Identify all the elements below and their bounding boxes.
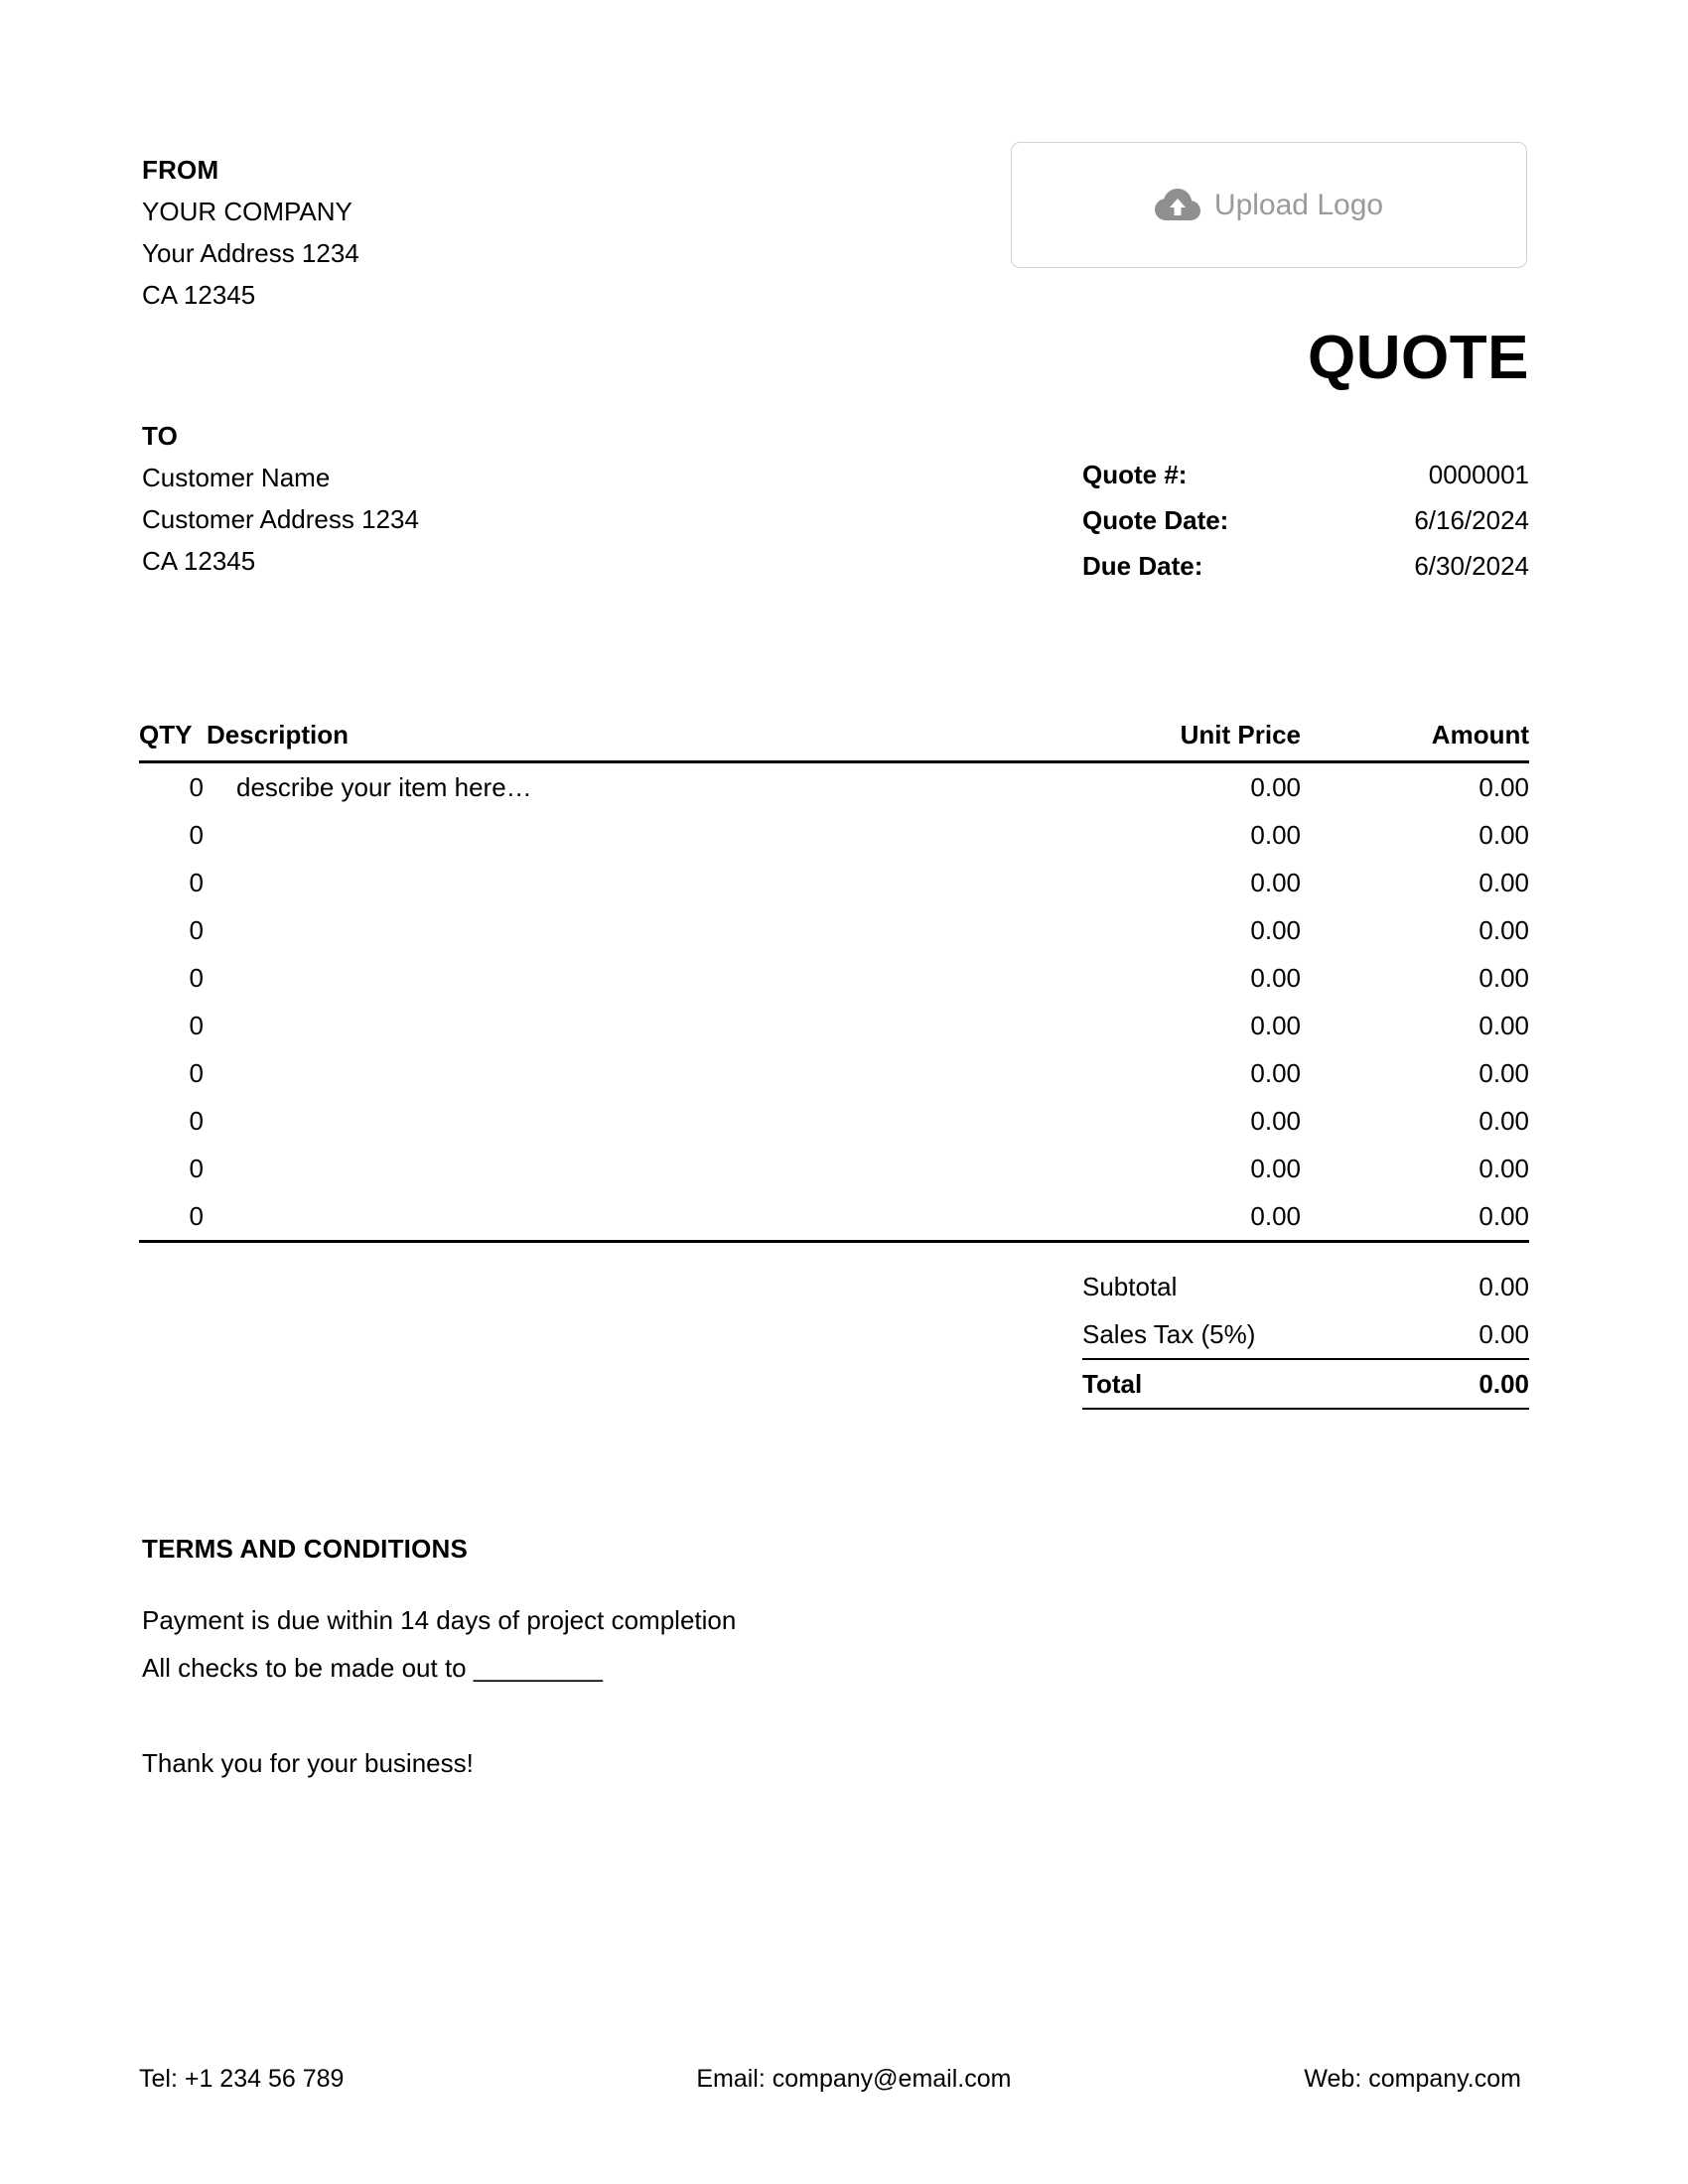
table-row [139,859,1529,906]
header-qty: QTY [139,720,207,762]
cell-unit-price[interactable]: 0.00 [1250,1057,1301,1088]
cell-qty[interactable]: 0 [189,914,204,945]
cell-unit-price[interactable]: 0.00 [1250,819,1301,850]
cell-amount[interactable]: 0.00 [1478,771,1529,802]
cell-unit-price[interactable]: 0.00 [1250,771,1301,802]
cell-amount[interactable]: 0.00 [1478,1010,1529,1040]
cell-qty[interactable]: 0 [139,1192,207,1242]
cell-description[interactable] [207,1002,1072,1049]
total-label: Total [1082,1368,1143,1399]
cell-qty[interactable]: 0 [189,1153,204,1183]
total-row [1082,1358,1529,1410]
cloud-upload-icon [1155,189,1200,222]
footer-email[interactable]: Email: company@email.com [696,2065,1012,2093]
cell-qty[interactable]: 0 [189,819,204,850]
to-heading: TO [142,421,179,451]
cell-amount[interactable]: 0.00 [1478,962,1529,993]
cell-qty[interactable]: 0 [189,771,204,802]
thank-you-note[interactable]: Thank you for your business! [142,1748,474,1778]
table-row [139,1145,1529,1192]
footer-contact-bar [139,2065,1529,2094]
cell-unit-price[interactable]: 0.00 [1250,867,1301,897]
quote-number-row [1082,452,1529,497]
from-city-zip-line[interactable]: CA 12345 [142,280,256,310]
customer-address-line[interactable]: Customer Address 1234 [142,504,419,534]
from-block [142,149,758,316]
terms-line-2[interactable]: All checks to be made out to _________ [142,1653,603,1683]
table-row [139,906,1529,954]
cell-description[interactable] [207,1049,1072,1097]
cell-unit-price[interactable]: 0.00 [1250,1010,1301,1040]
total-value: 0.00 [1478,1368,1529,1399]
subtotal-row [1082,1263,1529,1310]
table-row [139,1192,1529,1242]
due-date-row [1082,543,1529,589]
footer-telephone[interactable]: Tel: +1 234 56 789 [139,2065,345,2093]
table-row [139,762,1529,812]
line-items-table [139,720,1529,1243]
cell-description[interactable] [207,1097,1072,1145]
cell-description[interactable]: describe your item here… [236,771,532,802]
cell-qty[interactable]: 0 [189,867,204,897]
cell-unit-price[interactable]: 0.00 [1250,962,1301,993]
cell-amount[interactable]: 0.00 [1478,1105,1529,1136]
quote-date-value[interactable]: 6/16/2024 [1414,505,1529,535]
subtotal-label: Subtotal [1082,1271,1178,1301]
cell-amount[interactable]: 0.00 [1478,1153,1529,1183]
table-header-row [139,720,1529,762]
header-amount: Amount [1301,720,1529,762]
totals-block [1082,1263,1529,1410]
quote-meta-block [1082,452,1529,589]
table-row [139,1049,1529,1097]
footer-website[interactable]: Web: company.com [1304,2065,1521,2093]
terms-title: TERMS AND CONDITIONS [142,1534,469,1564]
cell-unit-price[interactable]: 0.00 [1250,1153,1301,1183]
cell-unit-price[interactable]: 0.00 [1250,1105,1301,1136]
from-company-name[interactable]: YOUR COMPANY [142,197,352,226]
customer-city-zip-line[interactable]: CA 12345 [142,546,256,576]
cell-amount[interactable]: 0.00 [1478,914,1529,945]
table-row [139,1002,1529,1049]
due-date-value[interactable]: 6/30/2024 [1414,551,1529,581]
sales-tax-row [1082,1310,1529,1358]
cell-qty[interactable]: 0 [189,962,204,993]
cell-description[interactable] [207,1145,1072,1192]
sales-tax-value: 0.00 [1478,1318,1529,1349]
cell-description[interactable] [207,811,1072,859]
cell-qty[interactable]: 0 [189,1105,204,1136]
cell-description[interactable] [207,906,1072,954]
header-unit-price: Unit Price [1072,720,1301,762]
upload-logo-label: Upload Logo [1213,188,1384,221]
quote-number-value[interactable]: 0000001 [1428,460,1529,489]
terms-line-1[interactable]: Payment is due within 14 days of project completion [142,1605,737,1635]
document-title: QUOTE [1308,324,1529,392]
from-address-line[interactable]: Your Address 1234 [142,238,359,268]
cell-unit-price[interactable]: 0.00 [1072,1192,1301,1242]
to-block [142,415,758,582]
table-row [139,811,1529,859]
cell-amount[interactable]: 0.00 [1478,867,1529,897]
header-description: Description [207,720,1072,762]
due-date-label: Due Date: [1082,551,1203,581]
terms-and-conditions-block [142,1534,1036,1787]
cell-qty[interactable]: 0 [189,1057,204,1088]
upload-logo-button[interactable] [1011,142,1527,268]
cell-qty[interactable]: 0 [189,1010,204,1040]
quote-date-row [1082,497,1529,543]
cell-amount[interactable]: 0.00 [1301,1192,1529,1242]
from-heading: FROM [142,155,219,185]
cell-unit-price[interactable]: 0.00 [1250,914,1301,945]
cell-amount[interactable]: 0.00 [1478,819,1529,850]
cell-description[interactable] [207,954,1072,1002]
quote-number-label: Quote #: [1082,460,1188,489]
line-items-body [139,762,1529,1242]
table-row [139,954,1529,1002]
customer-name[interactable]: Customer Name [142,463,331,492]
cell-amount[interactable]: 0.00 [1478,1057,1529,1088]
sales-tax-label: Sales Tax (5%) [1082,1318,1256,1349]
subtotal-value: 0.00 [1478,1271,1529,1301]
cell-description[interactable] [207,1192,1072,1242]
cell-description[interactable] [207,859,1072,906]
table-row [139,1097,1529,1145]
quote-date-label: Quote Date: [1082,505,1229,535]
